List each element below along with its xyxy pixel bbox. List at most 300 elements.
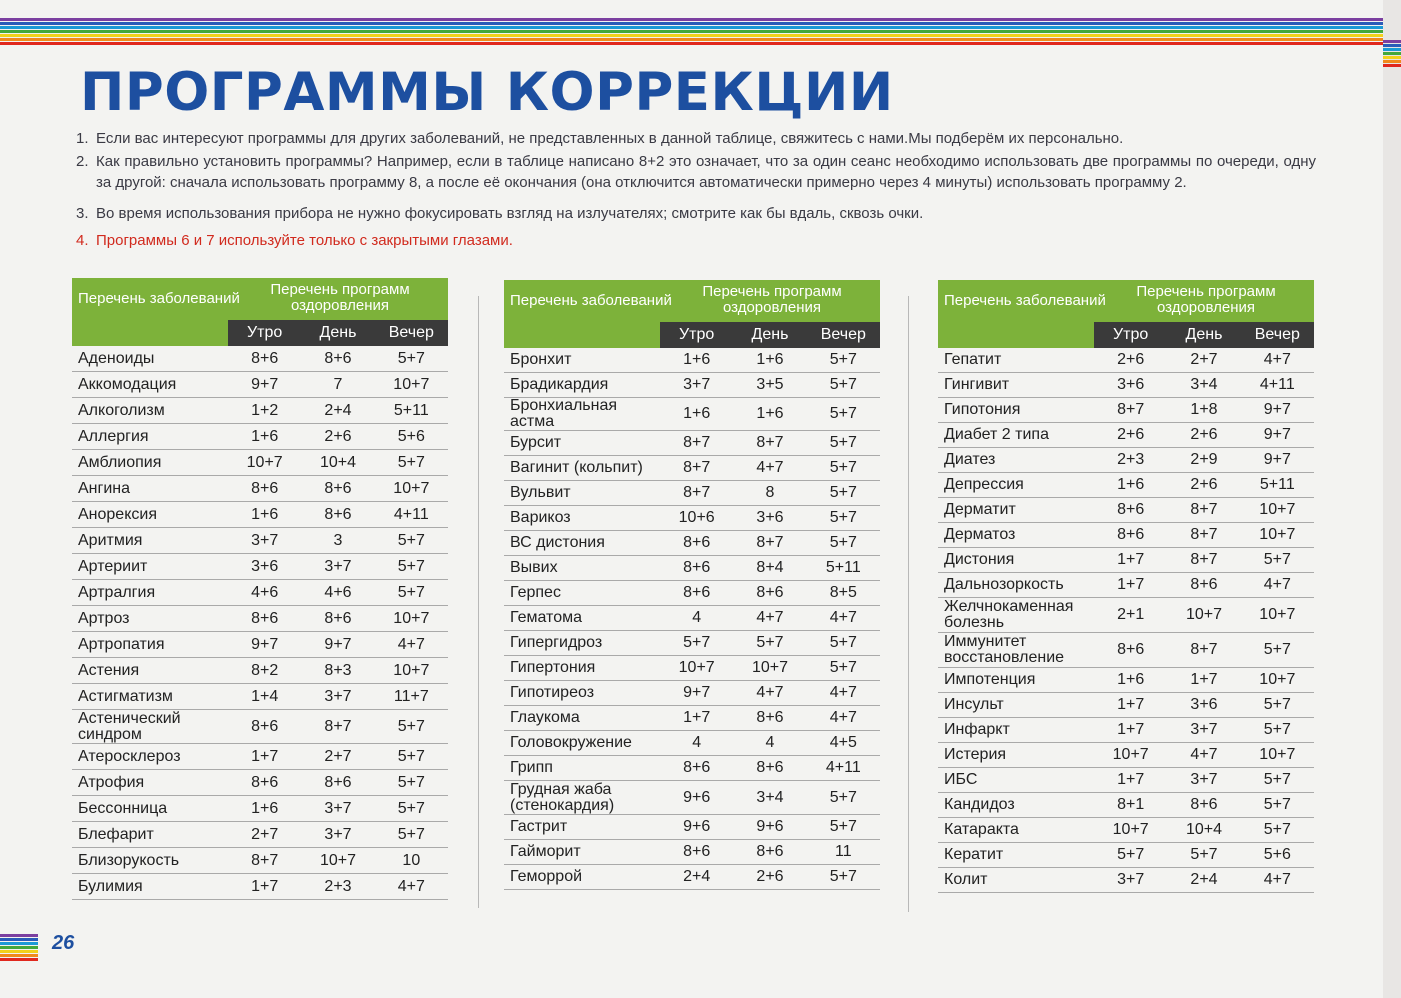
evening-program: 5+7 bbox=[397, 583, 425, 601]
evening-program: 10+7 bbox=[393, 609, 430, 627]
evening-program: 5+7 bbox=[829, 788, 857, 806]
evening-program: 8+5 bbox=[829, 584, 857, 601]
disease-name: Геморрой bbox=[510, 868, 583, 885]
table-row bbox=[504, 481, 880, 506]
morning-program: 8+6 bbox=[251, 773, 279, 791]
programs-table-1 bbox=[72, 278, 448, 900]
disease-name: Артропатия bbox=[78, 635, 165, 653]
disease-name: Истерия bbox=[944, 746, 1007, 763]
morning-program: 8+7 bbox=[251, 851, 279, 869]
day-program: 8+6 bbox=[1190, 576, 1218, 593]
rainbow-line bbox=[0, 950, 38, 953]
day-program: 8+7 bbox=[324, 717, 352, 735]
day-program: 2+3 bbox=[324, 877, 352, 895]
day-program: 2+7 bbox=[1190, 351, 1218, 368]
rainbow-line bbox=[0, 946, 38, 949]
table-row bbox=[504, 865, 880, 890]
day-program: 8+7 bbox=[756, 534, 784, 551]
evening-program: 10+7 bbox=[393, 375, 430, 393]
disease-name: Грудная жаба (стенокардия) bbox=[510, 780, 615, 814]
rainbow-stripe-top bbox=[0, 18, 1383, 52]
disease-name: Гастрит bbox=[510, 818, 568, 835]
disease-name: Бронхиальная астма bbox=[510, 397, 618, 430]
disease-name: Вывих bbox=[510, 559, 558, 576]
disease-name: Артралгия bbox=[78, 583, 156, 601]
morning-program: 1+7 bbox=[683, 709, 711, 726]
rainbow-stripe-edge bbox=[1383, 40, 1401, 64]
day-program: 2+6 bbox=[1190, 476, 1218, 493]
table-row bbox=[72, 606, 448, 632]
morning-program: 1+6 bbox=[251, 427, 279, 445]
evening-program: 5+7 bbox=[829, 659, 857, 676]
disease-name: Аллергия bbox=[78, 427, 149, 445]
morning-program: 8+6 bbox=[1117, 501, 1145, 518]
disease-name: Амблиопия bbox=[78, 453, 162, 471]
table-row bbox=[72, 744, 448, 770]
next-page-edge bbox=[1383, 0, 1401, 998]
evening-program: 4+11 bbox=[1259, 376, 1295, 393]
disease-name: Вагинит (кольпит) bbox=[510, 459, 643, 476]
morning-program: 9+7 bbox=[683, 684, 711, 701]
table-row bbox=[504, 431, 880, 456]
table-row bbox=[72, 770, 448, 796]
header-time-columns bbox=[660, 322, 880, 348]
morning-program: 1+7 bbox=[1117, 576, 1145, 593]
table-row bbox=[938, 768, 1314, 793]
day-program: 3+6 bbox=[756, 509, 784, 526]
evening-program: 5+7 bbox=[829, 351, 857, 368]
morning-program: 3+7 bbox=[1117, 871, 1145, 888]
table-row bbox=[504, 531, 880, 556]
morning-program: 3+6 bbox=[1117, 376, 1145, 393]
day-program: 9+7 bbox=[324, 635, 352, 653]
morning-program: 4 bbox=[692, 609, 702, 626]
day-program: 7 bbox=[333, 375, 343, 393]
disease-name: Грипп bbox=[510, 759, 553, 776]
table-row bbox=[504, 756, 880, 781]
evening-program: 10 bbox=[402, 851, 421, 869]
day-program: 8+7 bbox=[1190, 501, 1218, 518]
table-row bbox=[72, 632, 448, 658]
morning-program: 1+2 bbox=[251, 401, 279, 419]
evening-program: 4+7 bbox=[397, 635, 425, 653]
table-row bbox=[72, 874, 448, 900]
table-row bbox=[72, 796, 448, 822]
rainbow-line bbox=[0, 22, 1383, 25]
table-row bbox=[938, 868, 1314, 893]
morning-program: 8+6 bbox=[251, 609, 279, 627]
evening-program: 4+7 bbox=[1263, 576, 1291, 593]
day-program: 8+6 bbox=[324, 609, 352, 627]
day-program: 8+7 bbox=[1190, 526, 1218, 543]
rainbow-line bbox=[0, 954, 38, 957]
rainbow-stripe-bottom bbox=[0, 934, 38, 962]
morning-program: 8+7 bbox=[1117, 401, 1145, 418]
day-program: 3+7 bbox=[324, 687, 352, 705]
disease-name: ИБС bbox=[944, 771, 978, 788]
notes-list bbox=[76, 128, 1316, 253]
rainbow-line bbox=[1383, 60, 1401, 63]
table-row bbox=[72, 502, 448, 528]
day-program: 9+6 bbox=[756, 818, 784, 835]
note-text: Как правильно установить программы? Например, если в таблице написано 8+2 это означает, что за один сеанс необходимо использовать две программы по очереди, одну за другой: сначала использовать программу 8, а после её окончания (она отключится автоматически примерно через 4 минуты) использовать программу 2. bbox=[96, 153, 1316, 191]
disease-name: Блефарит bbox=[78, 825, 154, 843]
evening-program: 4+5 bbox=[829, 734, 857, 751]
morning-program: 1+7 bbox=[1117, 771, 1145, 788]
evening-program: 4+7 bbox=[1263, 351, 1291, 368]
disease-name: Герпес bbox=[510, 584, 561, 601]
morning-program: 8+6 bbox=[683, 584, 711, 601]
evening-program: 10+7 bbox=[1259, 501, 1296, 518]
rainbow-line bbox=[1383, 40, 1401, 43]
morning-program: 8+6 bbox=[1117, 641, 1145, 658]
evening-program: 5+7 bbox=[1263, 771, 1291, 788]
table-row bbox=[938, 843, 1314, 868]
day-program: 8+3 bbox=[324, 661, 352, 679]
morning-program: 1+6 bbox=[1117, 476, 1145, 493]
day-program: 2+6 bbox=[1190, 426, 1218, 443]
day-program: 2+4 bbox=[324, 401, 352, 419]
note-4-warning bbox=[76, 230, 1316, 251]
table-row bbox=[504, 556, 880, 581]
morning-program: 8+6 bbox=[683, 843, 711, 860]
disease-name: Головокружение bbox=[510, 734, 632, 751]
table-row bbox=[72, 684, 448, 710]
table-row bbox=[938, 718, 1314, 743]
rainbow-line bbox=[1383, 52, 1401, 55]
morning-program: 2+4 bbox=[683, 868, 711, 885]
evening-program: 5+7 bbox=[829, 818, 857, 835]
table-row bbox=[504, 681, 880, 706]
evening-program: 5+7 bbox=[829, 405, 857, 422]
day-program: 10+7 bbox=[1185, 606, 1223, 623]
evening-program: 5+11 bbox=[393, 401, 429, 419]
evening-program: 5+7 bbox=[397, 825, 425, 843]
table-row bbox=[504, 348, 880, 373]
evening-program: 5+7 bbox=[829, 459, 857, 476]
disease-name: Астигматизм bbox=[78, 687, 173, 705]
rainbow-line bbox=[0, 42, 1383, 45]
table-row bbox=[72, 710, 448, 744]
disease-name: ВС дистония bbox=[510, 534, 605, 551]
table-row bbox=[72, 424, 448, 450]
morning-program: 10+7 bbox=[246, 453, 283, 471]
evening-program: 9+7 bbox=[1263, 451, 1291, 468]
morning-program: 2+7 bbox=[251, 825, 279, 843]
disease-name: Гипергидроз bbox=[510, 634, 603, 651]
morning-program: 5+7 bbox=[683, 634, 711, 651]
evening-program: 4+7 bbox=[829, 609, 857, 626]
evening-program: 4+7 bbox=[397, 877, 425, 895]
evening-program: 5+7 bbox=[829, 509, 857, 526]
rainbow-line bbox=[1383, 44, 1401, 47]
morning-program: 4 bbox=[692, 734, 702, 751]
day-program: 8+7 bbox=[1190, 641, 1218, 658]
morning-program: 1+6 bbox=[683, 405, 711, 422]
table-row bbox=[504, 456, 880, 481]
day-program: 4+7 bbox=[756, 684, 784, 701]
day-program: 1+6 bbox=[756, 405, 784, 422]
evening-program: 10+7 bbox=[1259, 606, 1296, 623]
header-evening: Вечер bbox=[820, 326, 866, 343]
morning-program: 1+6 bbox=[1117, 671, 1145, 688]
disease-name: Дерматит bbox=[944, 501, 1016, 518]
rainbow-line bbox=[0, 30, 1383, 33]
table-row bbox=[938, 668, 1314, 693]
morning-program: 8+7 bbox=[683, 459, 711, 476]
morning-program: 3+6 bbox=[251, 557, 279, 575]
day-program: 8+6 bbox=[756, 709, 784, 726]
table-row bbox=[938, 448, 1314, 473]
table-row bbox=[938, 598, 1314, 633]
rainbow-line bbox=[1383, 48, 1401, 51]
note-number: 2. bbox=[76, 153, 89, 170]
morning-program: 8+6 bbox=[251, 349, 279, 367]
note-1 bbox=[76, 128, 1316, 149]
rainbow-line bbox=[1383, 64, 1401, 67]
disease-name: Дистония bbox=[944, 551, 1015, 568]
disease-name: Булимия bbox=[78, 877, 143, 895]
page-number: 26 bbox=[52, 932, 75, 954]
disease-name: Близорукость bbox=[78, 851, 180, 869]
disease-name: Брадикардия bbox=[510, 376, 609, 393]
table-row bbox=[72, 476, 448, 502]
disease-name: Артроз bbox=[78, 609, 130, 627]
day-program: 1+8 bbox=[1190, 401, 1218, 418]
morning-program: 10+6 bbox=[678, 509, 715, 526]
table-row bbox=[504, 398, 880, 431]
morning-program: 9+6 bbox=[683, 788, 711, 806]
disease-name: Дальнозоркость bbox=[944, 576, 1064, 593]
header-morning: Утро bbox=[247, 324, 283, 341]
day-program: 8+6 bbox=[1190, 796, 1218, 813]
disease-name: Кератит bbox=[944, 846, 1004, 863]
table-row bbox=[72, 848, 448, 874]
note-number: 4. bbox=[76, 232, 89, 249]
evening-program: 10+7 bbox=[393, 479, 430, 497]
disease-name: Дерматоз bbox=[944, 526, 1016, 543]
note-text: Программы 6 и 7 используйте только с закрытыми глазами. bbox=[96, 232, 513, 249]
disease-name: Инфаркт bbox=[944, 721, 1010, 738]
day-program: 2+7 bbox=[324, 747, 352, 765]
note-number: 1. bbox=[76, 130, 89, 147]
table-row bbox=[504, 781, 880, 815]
day-program: 3+7 bbox=[324, 799, 352, 817]
day-program: 4+7 bbox=[756, 609, 784, 626]
day-program: 3+7 bbox=[324, 825, 352, 843]
header-day: День bbox=[319, 324, 357, 341]
rainbow-line bbox=[0, 942, 38, 945]
morning-program: 1+4 bbox=[251, 687, 279, 705]
day-program: 3+5 bbox=[756, 376, 784, 393]
evening-program: 4+11 bbox=[825, 759, 861, 776]
day-program: 4+7 bbox=[1190, 746, 1218, 763]
disease-name: Атеросклероз bbox=[78, 747, 181, 765]
table-row bbox=[72, 346, 448, 372]
evening-program: 5+7 bbox=[1263, 796, 1291, 813]
table-row bbox=[938, 398, 1314, 423]
day-program: 4+6 bbox=[324, 583, 352, 601]
header-programs: Перечень программ оздоровления bbox=[702, 283, 842, 316]
disease-name: Иммунитет восстановление bbox=[944, 633, 1065, 666]
disease-name: Диабет 2 типа bbox=[944, 426, 1049, 443]
day-program: 3+7 bbox=[324, 557, 352, 575]
morning-program: 3+7 bbox=[251, 531, 279, 549]
table-row bbox=[504, 506, 880, 531]
day-program: 10+7 bbox=[751, 659, 789, 676]
rainbow-line bbox=[0, 958, 38, 961]
day-program: 8+6 bbox=[756, 584, 784, 601]
evening-program: 5+7 bbox=[397, 747, 425, 765]
morning-program: 8+1 bbox=[1117, 796, 1145, 813]
morning-program: 2+1 bbox=[1117, 606, 1145, 623]
disease-name: Аккомодация bbox=[78, 375, 177, 393]
disease-name: Астения bbox=[78, 661, 140, 679]
morning-program: 1+6 bbox=[683, 351, 711, 368]
table-row bbox=[72, 528, 448, 554]
rainbow-line bbox=[0, 18, 1383, 21]
day-program: 8+6 bbox=[324, 479, 352, 497]
table-row bbox=[72, 822, 448, 848]
day-program: 8+6 bbox=[756, 843, 784, 860]
disease-name: Алкоголизм bbox=[78, 401, 165, 419]
disease-name: Диатез bbox=[944, 451, 996, 468]
morning-program: 2+3 bbox=[1117, 451, 1145, 468]
day-program: 8+6 bbox=[756, 759, 784, 776]
day-program: 5+7 bbox=[1190, 846, 1218, 863]
rainbow-line bbox=[0, 38, 1383, 41]
disease-name: Анорексия bbox=[78, 505, 157, 523]
evening-program: 9+7 bbox=[1263, 401, 1291, 418]
header-morning: Утро bbox=[1113, 326, 1149, 343]
header-day: День bbox=[751, 326, 789, 343]
header-programs: Перечень программ оздоровления bbox=[1136, 283, 1276, 316]
table-row bbox=[938, 523, 1314, 548]
programs-table-3 bbox=[938, 280, 1314, 893]
morning-program: 9+7 bbox=[251, 635, 279, 653]
day-program: 8+7 bbox=[1190, 551, 1218, 568]
rainbow-line bbox=[0, 934, 38, 937]
evening-program: 5+7 bbox=[397, 799, 425, 817]
disease-name: Желчнокаменная болезнь bbox=[944, 598, 1074, 631]
table-row bbox=[72, 658, 448, 684]
disease-name: Гипотония bbox=[944, 401, 1021, 418]
morning-program: 8+2 bbox=[251, 661, 279, 679]
morning-program: 2+6 bbox=[1117, 351, 1145, 368]
table-row bbox=[72, 398, 448, 424]
disease-name: Аритмия bbox=[78, 531, 143, 549]
day-program: 10+4 bbox=[319, 453, 357, 471]
morning-program: 8+6 bbox=[1117, 526, 1145, 543]
table-row bbox=[938, 373, 1314, 398]
disease-name: Бурсит bbox=[510, 434, 562, 451]
evening-program: 5+7 bbox=[829, 868, 857, 885]
morning-program: 1+7 bbox=[1117, 551, 1145, 568]
morning-program: 2+6 bbox=[1117, 426, 1145, 443]
table-row bbox=[504, 631, 880, 656]
rainbow-line bbox=[0, 938, 38, 941]
evening-program: 4+7 bbox=[829, 709, 857, 726]
rainbow-line bbox=[0, 26, 1383, 29]
evening-program: 5+7 bbox=[829, 534, 857, 551]
header-diseases: Перечень заболеваний bbox=[944, 292, 1106, 309]
morning-program: 8+6 bbox=[683, 759, 711, 776]
table-row bbox=[938, 548, 1314, 573]
table-row bbox=[938, 633, 1314, 668]
disease-name: Инсульт bbox=[944, 696, 1004, 713]
morning-program: 9+7 bbox=[251, 375, 279, 393]
evening-program: 5+7 bbox=[1263, 551, 1291, 568]
day-program: 3+4 bbox=[1190, 376, 1218, 393]
rainbow-line bbox=[0, 34, 1383, 37]
day-program: 3+6 bbox=[1190, 696, 1218, 713]
evening-program: 4+11 bbox=[393, 505, 429, 523]
table-row bbox=[938, 473, 1314, 498]
morning-program: 8+6 bbox=[251, 479, 279, 497]
disease-name: Гематома bbox=[510, 609, 582, 626]
header-programs: Перечень программ оздоровления bbox=[270, 281, 410, 314]
column-divider bbox=[908, 296, 909, 912]
table-row bbox=[504, 815, 880, 840]
table-row bbox=[504, 731, 880, 756]
table-row bbox=[72, 554, 448, 580]
table-header bbox=[504, 280, 880, 348]
table-header bbox=[938, 280, 1314, 348]
day-program: 8 bbox=[765, 484, 775, 501]
morning-program: 10+7 bbox=[1112, 746, 1149, 763]
evening-program: 5+7 bbox=[829, 434, 857, 451]
morning-program: 8+6 bbox=[251, 717, 279, 735]
day-program: 8+4 bbox=[756, 559, 784, 576]
evening-program: 5+6 bbox=[1263, 846, 1291, 863]
table-row bbox=[938, 498, 1314, 523]
evening-program: 5+7 bbox=[1263, 696, 1291, 713]
evening-program: 5+7 bbox=[1263, 721, 1291, 738]
morning-program: 8+6 bbox=[683, 559, 711, 576]
page-title: ПРОГРАММЫ КОРРЕКЦИИ bbox=[80, 62, 894, 123]
header-diseases: Перечень заболеваний bbox=[78, 290, 240, 307]
evening-program: 5+7 bbox=[1263, 821, 1291, 838]
disease-name: Гепатит bbox=[944, 351, 1002, 368]
disease-name: Гайморит bbox=[510, 843, 581, 860]
evening-program: 5+11 bbox=[1259, 476, 1295, 493]
day-program: 8+7 bbox=[756, 434, 784, 451]
morning-program: 1+6 bbox=[251, 505, 279, 523]
day-program: 4 bbox=[765, 734, 775, 751]
table-row bbox=[938, 423, 1314, 448]
day-program: 2+6 bbox=[324, 427, 352, 445]
evening-program: 10+7 bbox=[1259, 671, 1296, 688]
programs-table-2 bbox=[504, 280, 880, 890]
morning-program: 1+7 bbox=[1117, 721, 1145, 738]
disease-name: Астенический синдром bbox=[78, 709, 181, 743]
table-row bbox=[504, 373, 880, 398]
evening-program: 5+7 bbox=[397, 717, 425, 735]
morning-program: 1+7 bbox=[1117, 696, 1145, 713]
day-program: 1+6 bbox=[756, 351, 784, 368]
header-time-columns bbox=[1094, 322, 1314, 348]
evening-program: 10+7 bbox=[393, 661, 430, 679]
evening-program: 5+6 bbox=[397, 427, 425, 445]
day-program: 8+6 bbox=[324, 505, 352, 523]
disease-name: Депрессия bbox=[944, 476, 1024, 493]
day-program: 5+7 bbox=[756, 634, 784, 651]
disease-name: Гипотиреоз bbox=[510, 684, 595, 701]
day-program: 3+4 bbox=[756, 788, 784, 806]
day-program: 8+6 bbox=[324, 773, 352, 791]
morning-program: 1+7 bbox=[251, 747, 279, 765]
note-3 bbox=[76, 203, 1316, 224]
